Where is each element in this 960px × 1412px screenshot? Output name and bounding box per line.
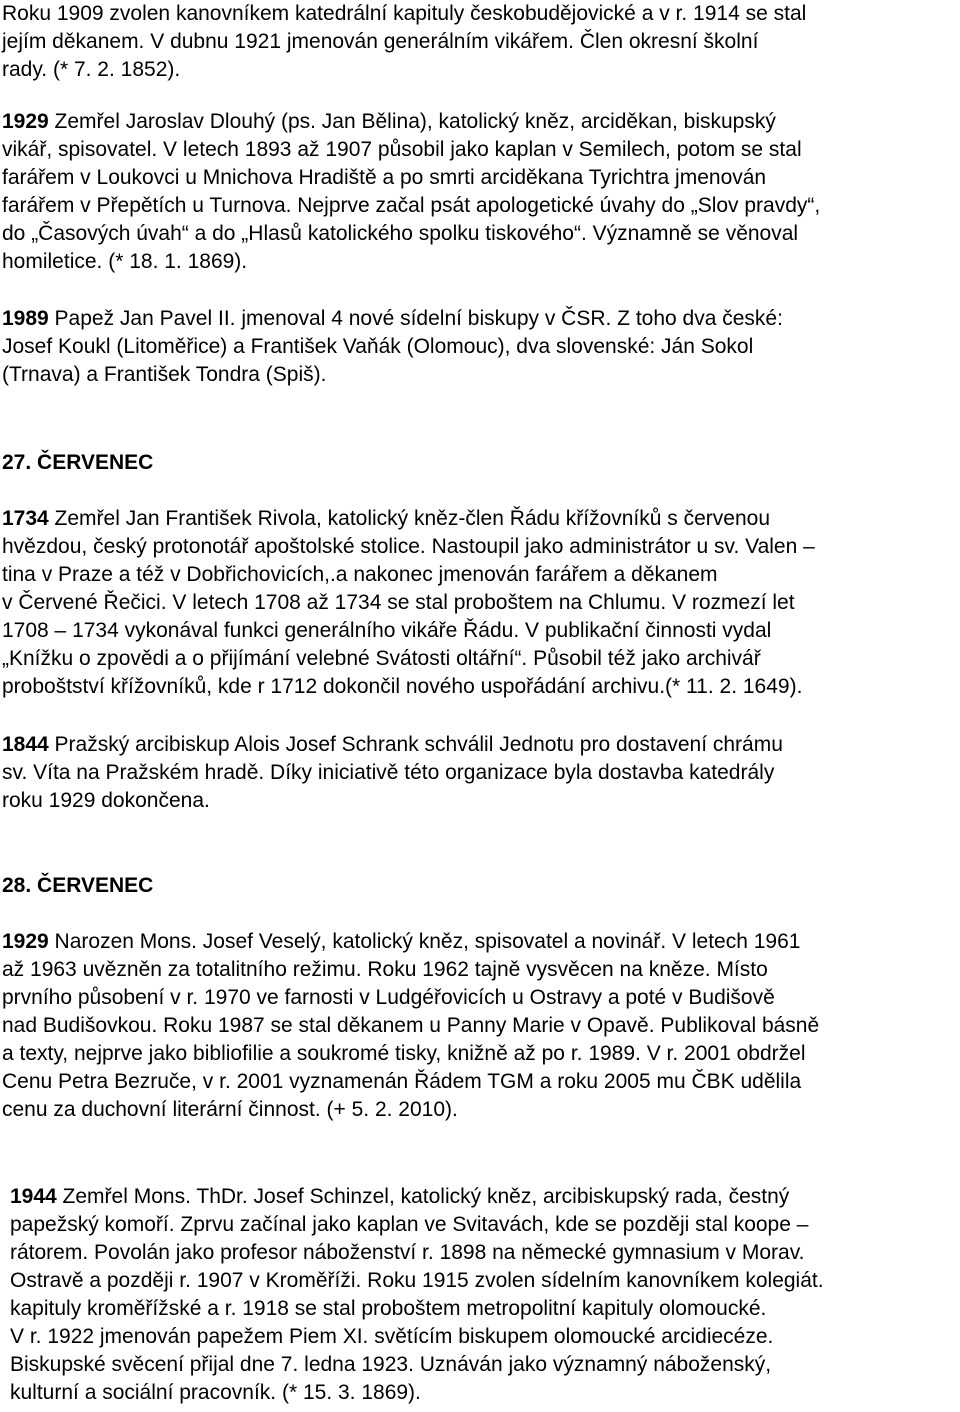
text-line: nad Budišovkou. Roku 1987 se stal děkanem u Panny Marie v Opavě. Publikoval básně (2, 1014, 820, 1037)
paragraph-1944-schinzel (10, 1183, 960, 1407)
entry-text: Zemřel Jaroslav Dlouhý (ps. Jan Bělina), katolický kněz, arciděkan, biskupský (48, 110, 776, 133)
text-line: farářem v Loukovci u Mnichova Hradiště a po smrti arciděkana Tyrichtra jmenován (2, 166, 767, 189)
paragraph-1929-vesely (2, 928, 957, 1124)
paragraph-1844-schrank (2, 731, 957, 815)
text-line: vikář, spisovatel. V letech 1893 až 1907 působil jako kaplan v Semilech, potom se stal (2, 138, 802, 161)
entry-text: Pražský arcibiskup Alois Josef Schrank schválil Jednotu pro dostavení chrámu (48, 733, 783, 756)
text-line: Josef Koukl (Litoměřice) a František Vaňák (Olomouc), dva slovenské: Ján Sokol (2, 335, 754, 358)
text-line (2, 305, 957, 333)
text-line: rátorem. Povolán jako profesor náboženství r. 1898 na německé gymnasium v Morav. (10, 1241, 805, 1264)
entry-year: 1734 (2, 507, 49, 530)
entry-text: Zemřel Mons. ThDr. Josef Schinzel, katolický kněz, arcibiskupský rada, čestný (56, 1185, 790, 1208)
text-line: (Trnava) a František Tondra (Spiš). (2, 363, 327, 386)
text-line: Ostravě a později r. 1907 v Kroměříži. Roku 1915 zvolen sídelním kanovníkem kolegiát. (10, 1269, 824, 1292)
entry-text: Narozen Mons. Josef Veselý, katolický kněz, spisovatel a novinář. V letech 1961 (48, 930, 801, 953)
text-line: a texty, nejprve jako bibliofilie a soukromé tisky, knižně až po r. 1989. V r. 2001 obdržel (2, 1042, 806, 1065)
text-line: prvního působení v r. 1970 ve farnosti v Ludgéřovicích u Ostravy a poté v Budišově (2, 986, 775, 1009)
text-line: Biskupské svěcení přijal dne 7. ledna 1923. Uznáván jako významný náboženský, (10, 1353, 772, 1376)
date-heading-28-july: 28. ČERVENEC (2, 874, 154, 897)
text-line: v Červené Řečici. V letech 1708 až 1734 se stal proboštem na Chlumu. V rozmezí let (2, 591, 795, 614)
text-line: kapituly kroměřížské a r. 1918 se stal proboštem metropolitní kapituly olomoucké. (10, 1297, 767, 1320)
text-line (2, 108, 957, 136)
text-line: farářem v Přepětích u Turnova. Nejprve začal psát apologetické úvahy do „Slov pravdy“, (2, 194, 821, 217)
text-line: homiletice. (* 18. 1. 1869). (2, 250, 248, 273)
text-line (10, 1183, 960, 1211)
text-line: kulturní a sociální pracovník. (* 15. 3. 1869). (10, 1381, 421, 1404)
text-line: 1708 – 1734 vykonával funkci generálního vikáře Řádu. V publikační činnosti vydal (2, 619, 772, 642)
text-line: papežský komoří. Zprvu začínal jako kaplan ve Svitavách, kde se později stal koope – (10, 1213, 809, 1236)
paragraph-1734-rivola (2, 505, 957, 701)
paragraph-1929-dlouhy (2, 108, 957, 276)
text-line: až 1963 uvězněn za totalitního režimu. Roku 1962 tajně vysvěcen na kněze. Místo (2, 958, 768, 981)
text-line: do „Časových úvah“ a do „Hlasů katolického spolku tiskového“. Významně se věnoval (2, 222, 799, 245)
entry-year: 1929 (2, 930, 49, 953)
text-line: hvězdou, český protonotář apoštolské stolice. Nastoupil jako administrátor u sv. Valen – (2, 535, 815, 558)
entry-year: 1989 (2, 307, 49, 330)
text-line: rady. (* 7. 2. 1852). (2, 58, 181, 81)
entry-year: 1844 (2, 733, 49, 756)
text-line (2, 928, 957, 956)
text-line: roku 1929 dokončena. (2, 789, 210, 812)
text-line: sv. Víta na Pražském hradě. Díky iniciativě této organizace byla dostavba katedrály (2, 761, 775, 784)
entry-text: Papež Jan Pavel II. jmenoval 4 nové sídelní biskupy v ČSR. Z toho dva české: (48, 307, 783, 330)
text-line: tina v Praze a též v Dobřichovicích,.a nakonec jmenován farářem a děkanem (2, 563, 718, 586)
text-line: cenu za duchovní literární činnost. (+ 5. 2. 2010). (2, 1098, 458, 1121)
text-line: Cenu Petra Bezruče, v r. 2001 vyznamenán Řádem TGM a roku 2005 mu ČBK udělila (2, 1070, 802, 1093)
text-line: V r. 1922 jmenován papežem Piem XI. světícím biskupem olomoucké arcidiecéze. (10, 1325, 774, 1348)
text-line: jejím děkanem. V dubnu 1921 jmenován generálním vikářem. Člen okresní školní (2, 30, 759, 53)
text-line (2, 505, 957, 533)
entry-text: Zemřel Jan František Rivola, katolický kněz-člen Řádu křížovníků s červenou (48, 507, 770, 530)
text-line: „Knížku o zpovědi a o přijímání velebné Svátosti oltářní“. Působil též jako archivář (2, 647, 761, 670)
text-line: proboštství křížovníků, kde r 1712 dokončil nového uspořádání archivu.(* 11. 2. 1649). (2, 675, 803, 698)
paragraph-1989-bishops (2, 305, 957, 389)
date-heading-27-july: 27. ČERVENEC (2, 451, 154, 474)
text-line (2, 731, 957, 759)
paragraph-1909-continuation (2, 0, 957, 84)
text-line: Roku 1909 zvolen kanovníkem katedrální kapituly českobudějovické a v r. 1914 se stal (2, 2, 807, 25)
entry-year: 1944 (10, 1185, 57, 1208)
entry-year: 1929 (2, 110, 49, 133)
